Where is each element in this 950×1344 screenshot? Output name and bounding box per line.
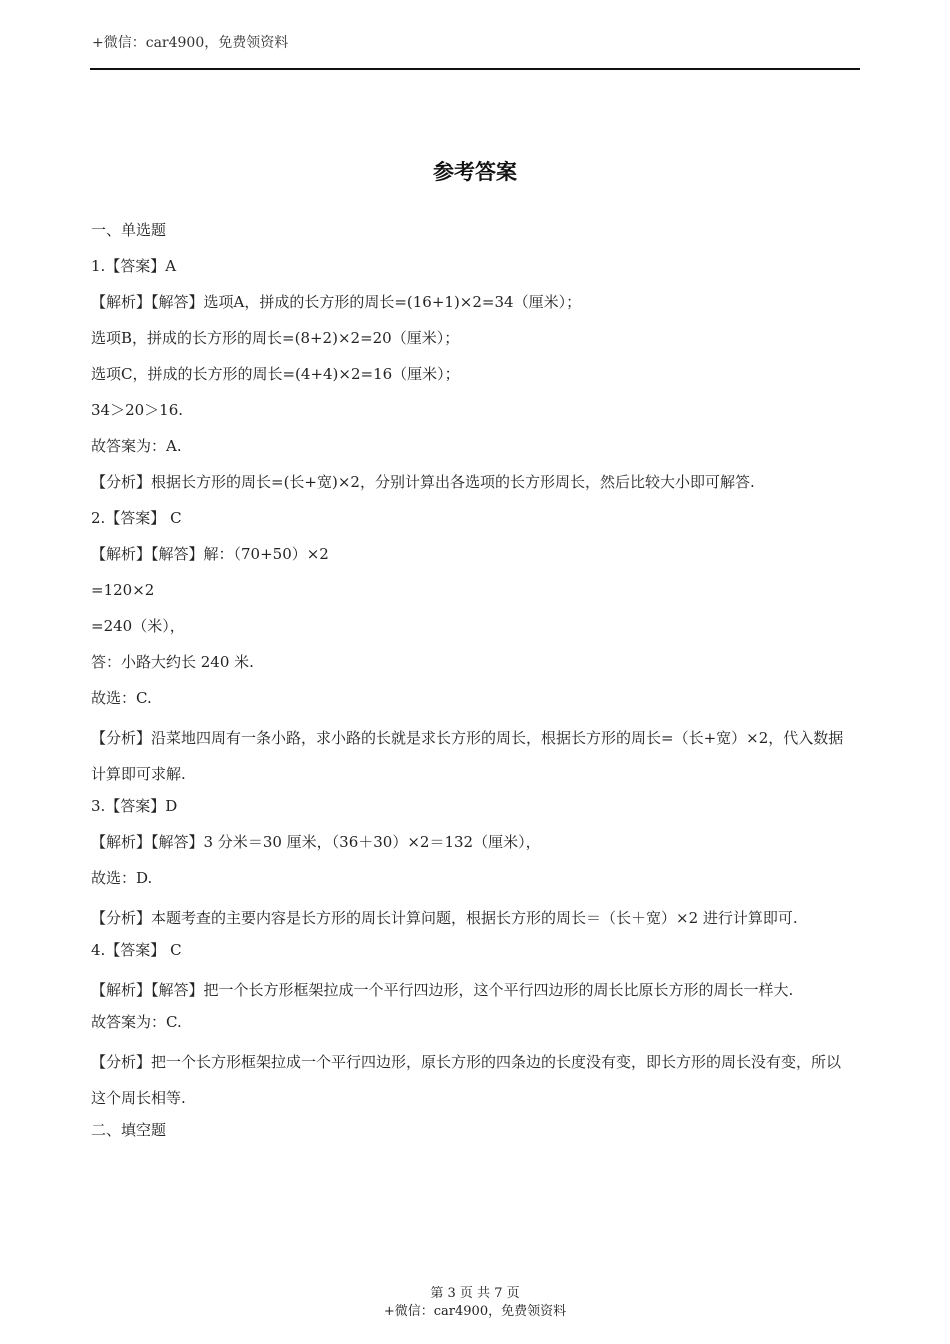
section-heading: 二、填空题 [91,1121,167,1139]
explanation-line: =240（米）， [91,617,185,635]
answer-line: 2.【答案】 C [91,509,182,527]
explanation-line: 【解析】【解答】把一个长方形框架拉成一个平行四边形，这个平行四边形的周长比原长方形的周长一样大. [91,981,794,999]
answer-line: 4.【答案】 C [91,941,182,959]
answer-content [91,216,853,1152]
header-watermark: +微信：car4900，免费领资料 [92,35,289,51]
explanation-line: 【解析】【解答】解：（70+50）×2 [91,545,329,563]
page-number: 第 3 页 共 7 页 [430,1286,520,1301]
conclusion-line: 故选：D. [91,869,153,887]
conclusion-line: 故选：C. [91,689,152,707]
footer-watermark: +微信：car4900，免费领资料 [383,1304,567,1319]
explanation-line: 选项B，拼成的长方形的周长=(8+2)×2=20（厘米）； [91,329,460,347]
section-heading: 一、单选题 [91,221,167,239]
explanation-line: 【解析】【解答】3 分米＝30 厘米，（36＋30）×2＝132（厘米）， [91,833,541,851]
explanation-line: 34＞20＞16. [91,401,184,419]
explanation-line: =120×2 [91,581,155,599]
page-title: 参考答案 [433,159,517,184]
analysis-line: 【分析】沿菜地四周有一条小路，求小路的长就是求长方形的周长，根据长方形的周长=（长+宽）×2，代入数据计算即可求解. [91,729,844,783]
conclusion-line: 故答案为：A. [91,437,182,455]
conclusion-line: 故答案为：C. [91,1013,182,1031]
explanation-line: 选项C，拼成的长方形的周长=(4+4)×2=16（厘米）； [91,365,460,383]
header-rule [90,68,860,70]
analysis-line: 【分析】把一个长方形框架拉成一个平行四边形，原长方形的四条边的长度没有变，即长方形的周长没有变，所以这个周长相等. [91,1053,842,1107]
analysis-line: 【分析】本题考查的主要内容是长方形的周长计算问题，根据长方形的周长＝（长＋宽）×2 进行计算即可. [91,909,798,927]
analysis-line: 【分析】根据长方形的周长=(长+宽)×2，分别计算出各选项的长方形周长，然后比较大小即可解答. [91,473,755,491]
explanation-line: 答：小路大约长 240 米. [91,653,254,671]
answer-line: 1.【答案】A [91,257,177,275]
answer-line: 3.【答案】D [91,797,178,815]
explanation-line: 【解析】【解答】选项A，拼成的长方形的周长=(16+1)×2=34（厘米）； [91,293,582,311]
